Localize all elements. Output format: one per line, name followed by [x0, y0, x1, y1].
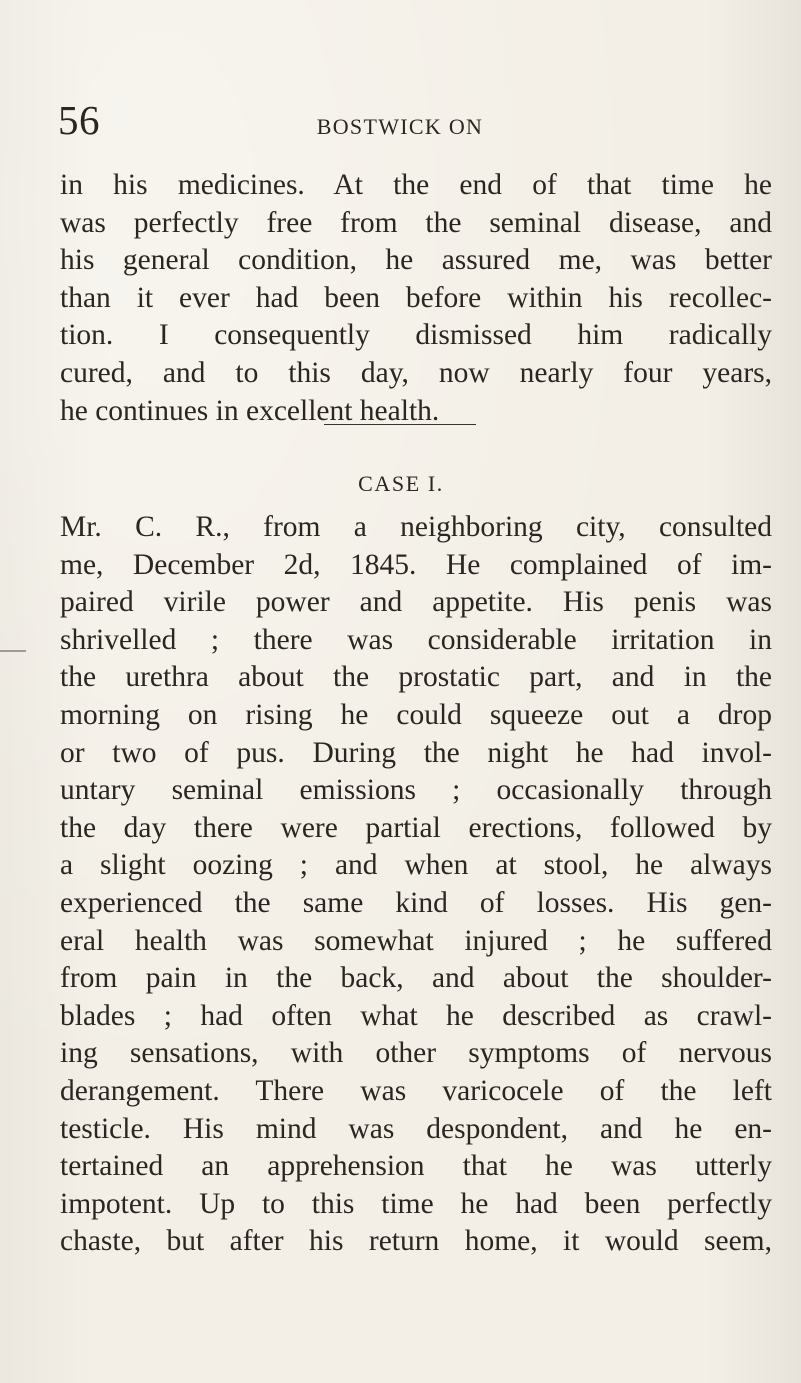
- text-line: a slight oozing ; and when at stool, he always: [60, 849, 772, 882]
- text-line: tertained an apprehension that he was utterly: [60, 1150, 772, 1183]
- text-line: from pain in the back, and about the shoulder-: [60, 962, 772, 995]
- text-line: blades ; had often what he described as crawl-: [60, 999, 772, 1032]
- section-divider: [324, 424, 476, 425]
- text-line: than it ever had been before within his recollec-: [60, 281, 772, 314]
- margin-mark: [0, 650, 26, 652]
- text-line: was perfectly free from the seminal disease, and: [60, 206, 772, 239]
- case-heading: CASE I.: [358, 471, 444, 496]
- text-line: morning on rising he could squeeze out a drop: [60, 698, 772, 731]
- text-line: derangement. There was varicocele of the left: [60, 1074, 772, 1107]
- text-line: in his medicines. At the end of that time he: [60, 169, 772, 201]
- text-line: cured, and to this day, now nearly four years,: [60, 356, 772, 389]
- text-line: me, December 2d, 1845. He complained of im-: [60, 548, 772, 581]
- text-line: untary seminal emissions ; occasionally through: [60, 774, 772, 807]
- text-line: his general condition, he assured me, was better: [60, 244, 772, 277]
- text-line: chaste, but after his return home, it would seem,: [60, 1225, 772, 1258]
- text-line: the day there were partial erections, followed by: [60, 811, 772, 844]
- text-line: or two of pus. During the night he had invol-: [60, 736, 772, 769]
- text-line: Mr. C. R., from a neighboring city, consulted: [60, 511, 772, 543]
- text-line: the urethra about the prostatic part, and in the: [60, 661, 772, 694]
- text-line: shrivelled ; there was considerable irritation in: [60, 623, 772, 656]
- text-line: paired virile power and appetite. His penis was: [60, 586, 772, 619]
- text-line: tion. I consequently dismissed him radically: [60, 319, 772, 352]
- text-line: he continues in excellent health.: [60, 394, 440, 427]
- running-head: BOSTWICK ON: [316, 114, 484, 139]
- text-line: experienced the same kind of losses. His gen-: [60, 886, 772, 919]
- paragraph-2: [60, 509, 772, 1261]
- text-line: ing sensations, with other symptoms of nervous: [60, 1037, 772, 1070]
- text-line: eral health was somewhat injured ; he suffered: [60, 924, 772, 957]
- text-line: impotent. Up to this time he had been perfectly: [60, 1187, 772, 1220]
- page-number: 56: [58, 97, 100, 143]
- text-line: testicle. His mind was despondent, and he en-: [60, 1112, 772, 1145]
- paragraph-1: [60, 167, 772, 430]
